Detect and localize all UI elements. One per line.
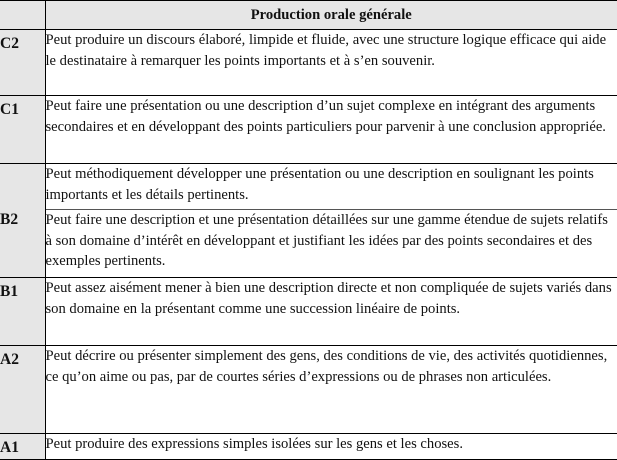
table-row-a1 [0, 434, 617, 460]
table-row-a2 [0, 346, 617, 434]
table-row-b2-first [0, 164, 617, 210]
descriptor-b2-first: Peut méthodiquement développer une présentation ou une description en soulignant les points importants et les détails pertinents. [45, 164, 617, 210]
table-title: Production orale générale [45, 1, 617, 30]
descriptor-a2: Peut décrire ou présenter simplement des gens, des conditions de vie, des activités quotidiennes, ce qu’on aime ou pas, par de courtes séries d’expressions ou de phrases non articulées. [45, 346, 617, 434]
level-label-a2: A2 [0, 346, 45, 434]
level-header-cell [0, 1, 45, 30]
table-row-b1 [0, 278, 617, 346]
header-row [0, 1, 617, 30]
descriptor-a1: Peut produire des expressions simples isolées sur les gens et les choses. [45, 434, 617, 460]
table-row-c2 [0, 30, 617, 96]
descriptor-b1: Peut assez aisément mener à bien une description directe et non compliquée de sujets variés dans son domaine en la présentant comme une succession linéaire de points. [45, 278, 617, 346]
level-label-c2: C2 [0, 30, 45, 96]
table-row-c1 [0, 96, 617, 164]
level-label-b2: B2 [0, 164, 45, 278]
descriptor-c1: Peut faire une présentation ou une description d’un sujet complexe en intégrant des arguments secondaires et en développant des points particuliers pour parvenir à une conclusion appropriée. [45, 96, 617, 164]
level-label-a1: A1 [0, 434, 45, 460]
table-row-b2-second [0, 210, 617, 278]
level-label-c1: C1 [0, 96, 45, 164]
descriptor-c2: Peut produire un discours élaboré, limpide et fluide, avec une structure logique efficace qui aide le destinataire à remarquer les points importants et à s’en souvenir. [45, 30, 617, 96]
level-label-b1: B1 [0, 278, 45, 346]
descriptor-b2-second: Peut faire une description et une présentation détaillées sur une gamme étendue de sujets relatifs à son domaine d’intérêt en développant et justifiant les idées par des points secondaires et des exemples pertinents. [45, 210, 617, 278]
